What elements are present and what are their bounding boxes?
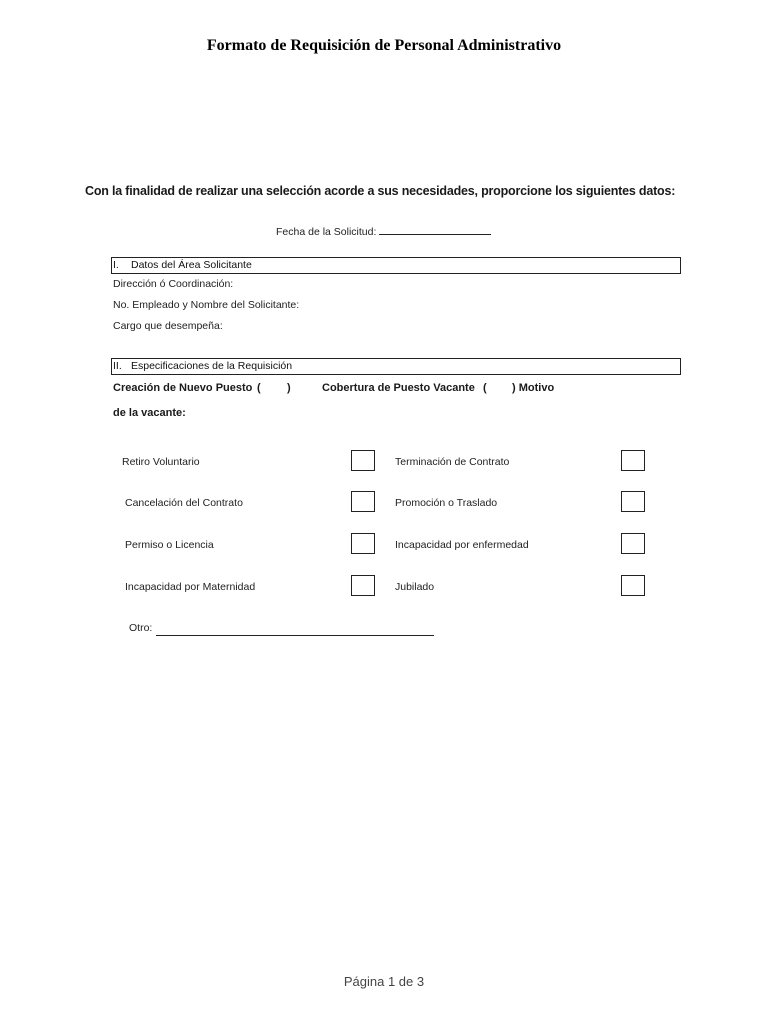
document-title: Formato de Requisición de Personal Administrativo	[206, 37, 562, 54]
nuevo-puesto-label: Creación de Nuevo Puesto	[113, 382, 253, 394]
section-1-title: Datos del Área Solicitante	[131, 259, 252, 271]
section-2-title: Especificaciones de la Requisición	[131, 360, 293, 372]
fecha-field	[276, 223, 491, 238]
option-promocion-traslado: Promoción o Traslado	[395, 497, 498, 509]
checkbox-terminacion-contrato[interactable]	[621, 450, 645, 471]
nuevo-puesto-paren-close[interactable]: )	[287, 382, 291, 394]
section-2-number: II.	[113, 360, 122, 372]
checkbox-retiro-voluntario[interactable]	[351, 450, 375, 471]
field-direccion: Dirección ó Coordinación:	[113, 278, 234, 290]
option-jubilado: Jubilado	[395, 581, 435, 593]
option-cancelacion-contrato: Cancelación del Contrato	[125, 497, 243, 509]
fecha-label: Fecha de la Solicitud:	[276, 226, 377, 238]
cobertura-label: Cobertura de Puesto Vacante	[322, 382, 475, 394]
option-permiso-licencia: Permiso o Licencia	[125, 539, 214, 551]
nuevo-puesto-paren-open[interactable]: (	[257, 382, 261, 394]
otro-label: Otro:	[129, 622, 153, 634]
fecha-input-line[interactable]	[379, 223, 491, 235]
field-empleado: No. Empleado y Nombre del Solicitante:	[113, 299, 300, 311]
section-1-number: I.	[113, 259, 119, 271]
option-terminacion-contrato: Terminación de Contrato	[395, 456, 510, 468]
checkbox-permiso-licencia[interactable]	[351, 533, 375, 554]
intro-text: Con la finalidad de realizar una selección acorde a sus necesidades, proporcione los siguientes datos:	[85, 184, 676, 198]
checkbox-cancelacion-contrato[interactable]	[351, 491, 375, 512]
option-retiro-voluntario: Retiro Voluntario	[122, 456, 200, 468]
motivo-label: ) Motivo	[512, 382, 555, 394]
cobertura-paren-open[interactable]: (	[483, 382, 487, 394]
checkbox-incapacidad-enfermedad[interactable]	[621, 533, 645, 554]
page-number: Página 1 de 3	[343, 974, 425, 989]
checkbox-jubilado[interactable]	[621, 575, 645, 596]
section-2-header	[111, 358, 681, 375]
checkbox-promocion-traslado[interactable]	[621, 491, 645, 512]
section-1-header	[111, 257, 681, 274]
otro-input-line[interactable]	[156, 635, 434, 636]
option-incapacidad-maternidad: Incapacidad por Maternidad	[125, 581, 256, 593]
checkbox-incapacidad-maternidad[interactable]	[351, 575, 375, 596]
option-incapacidad-enfermedad: Incapacidad por enfermedad	[395, 539, 529, 551]
field-cargo: Cargo que desempeña:	[113, 320, 223, 332]
motivo-label-line2: de la vacante:	[113, 407, 186, 419]
